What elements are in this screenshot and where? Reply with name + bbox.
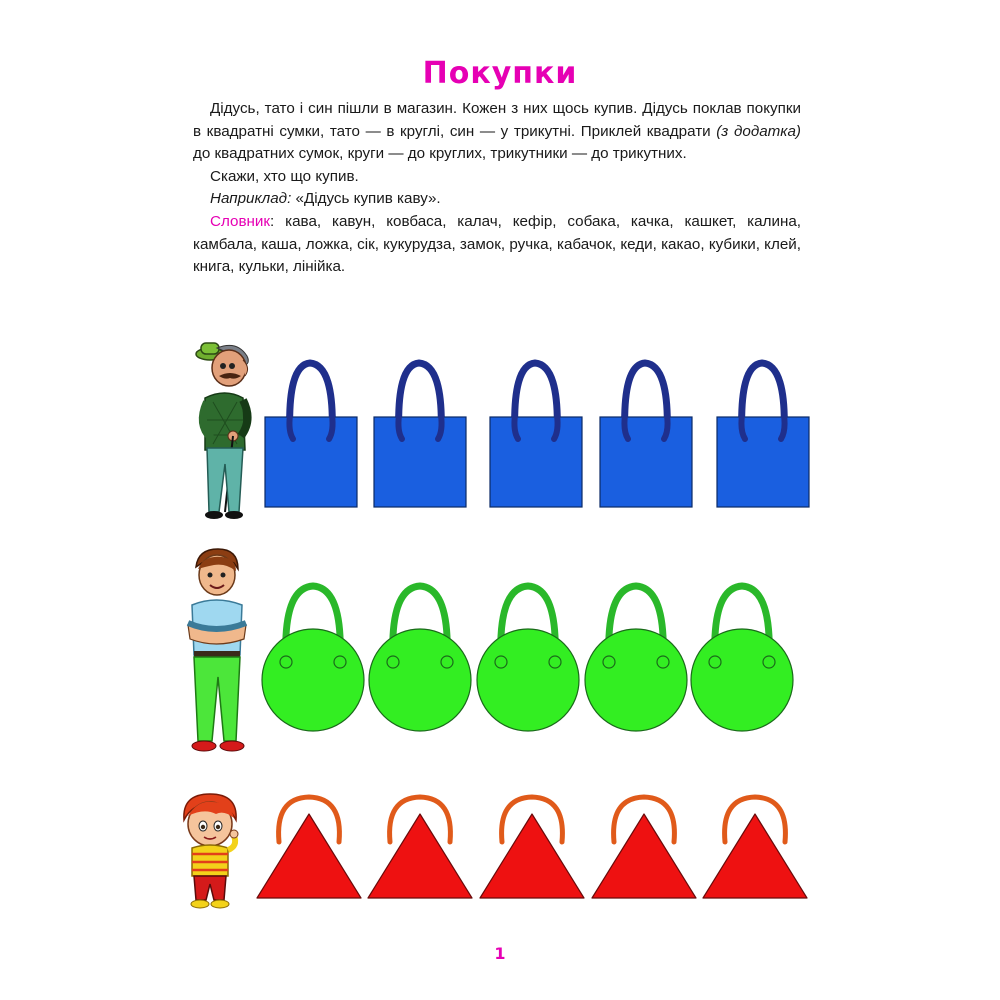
triangle-bag [368,797,472,898]
task-paragraph [193,98,801,166]
round-bag [477,586,579,731]
task-text-italic: (з додатка) [716,122,801,140]
handle-ring [280,656,292,668]
grandfather-figure [185,340,260,520]
question-paragraph: Скажи, хто що купив. [210,167,359,185]
handle-ring [709,656,721,668]
example-paragraph [193,188,801,211]
square-bag [600,363,692,507]
circle-shape [262,629,364,731]
round-bags-row [265,580,815,735]
handle-ring [334,656,346,668]
square-shape [490,417,582,507]
handle-ring [387,656,399,668]
square-shape [265,417,357,507]
triangle-shape [703,814,807,898]
handle-ring [603,656,615,668]
circle-shape [691,629,793,731]
example-label: Наприклад: [210,190,292,208]
handle-ring [549,656,561,668]
circle-shape [585,629,687,731]
triangle-shape [592,814,696,898]
square-shape [600,417,692,507]
square-shape [374,417,466,507]
round-bag [585,586,687,731]
dictionary-paragraph [193,211,801,279]
square-bag [374,363,466,507]
triangle-bag [257,797,361,898]
example-text: «Дідусь купив каву». [291,190,441,208]
handle-ring [763,656,775,668]
square-bag [265,363,357,507]
square-bag [717,363,809,507]
round-bag [262,586,364,731]
son-figure [178,790,243,915]
square-shape [717,417,809,507]
task-text-start: Дідусь, тато і син пішли в магазин. Кожен з них щось купив. Дідусь поклав покупки в квадратні сумки, тато — в круглі, син — у трикутні. Приклей квадрати [193,100,801,140]
father-figure [178,545,260,765]
circle-shape [477,629,579,731]
handle-ring [441,656,453,668]
triangle-bag [592,797,696,898]
triangle-shape [368,814,472,898]
dictionary-label: Словник [210,212,271,230]
round-bag [691,586,793,731]
page-title: Покупки [422,56,578,91]
page-number: 1 [494,944,506,963]
triangle-bag [480,797,584,898]
square-bag [490,363,582,507]
triangle-bag [703,797,807,898]
circle-shape [369,629,471,731]
square-bags-row [255,355,815,520]
handle-ring [495,656,507,668]
dictionary-text: : кава, кавун, ковбаса, калач, кефір, собака, качка, кашкет, калина, камбала, каша, ложка, сік, кукурудза, замок, ручка, кабачок, кеди, какао, кубики, клей, книга, кульки, лінійка. [193,212,801,276]
triangle-bags-row [255,792,815,904]
round-bag [369,586,471,731]
handle-ring [657,656,669,668]
task-text-end: до квадратних сумок, круги — до круглих, трикутники — до трикутних. [193,145,687,163]
triangle-shape [257,814,361,898]
instruction-text [193,98,801,279]
triangle-shape [480,814,584,898]
